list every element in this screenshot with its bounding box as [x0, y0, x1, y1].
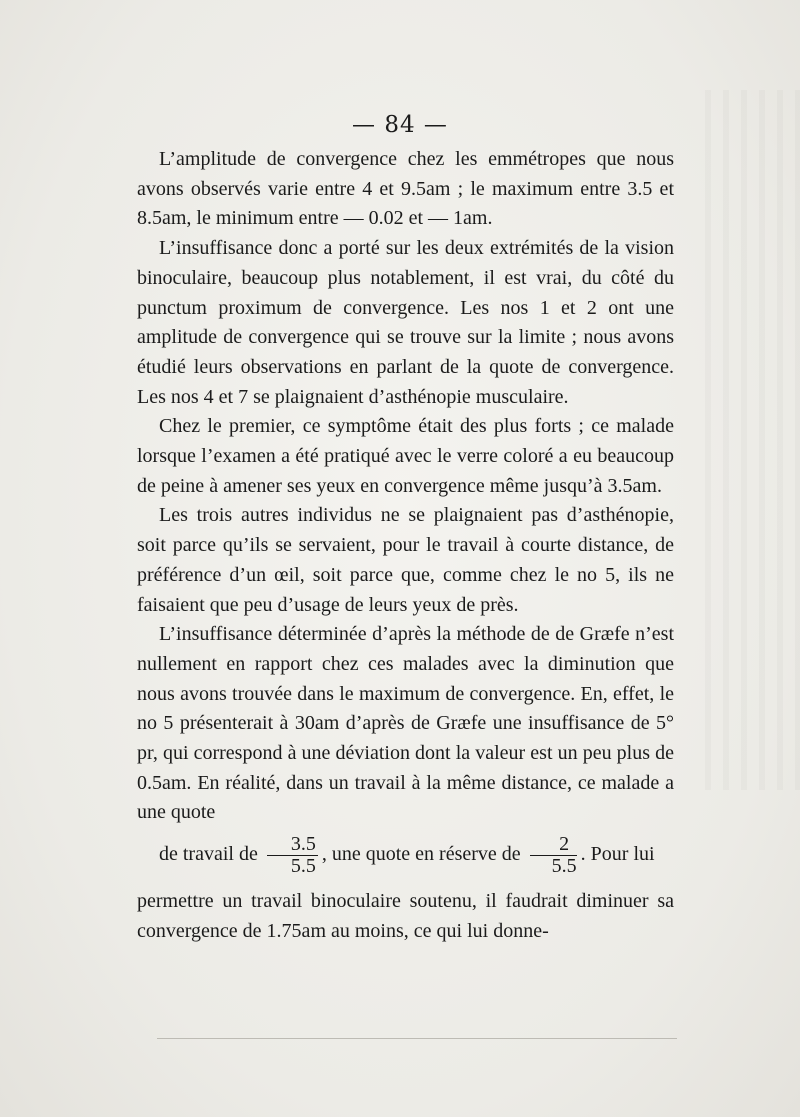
fraction-reserve-denominator: 5.5	[551, 855, 577, 878]
fraction-line-before: de travail de	[159, 843, 258, 866]
paragraph-5: L’insuffisance déterminée d’après la méthode de de Græfe n’est nullement en rapport chez ces malades avec la diminution que nous avons trouvée dans le maximum de convergence. En, effet, le no 5 présenterait à 30am d’après de Græfe une insuffisance de 5° pr, qui correspond à une déviation dont la valeur est un peu plus de 0.5am. En réalité, dans un travail à la même distance, ce malade a une quote	[137, 623, 674, 824]
fraction-reserve	[530, 834, 577, 877]
page-number: — 84 —	[352, 112, 448, 138]
paragraph-3: Chez le premier, ce symptôme était des plus forts ; ce malade lorsque l’examen a été pratiqué avec le verre coloré a eu beaucoup de peine à amener ses yeux en convergence même jusqu’à 3.5am.	[137, 415, 674, 497]
paragraph-4: Les trois autres individus ne se plaignaient pas d’asthénopie, soit parce qu’ils se servaient, pour le travail à courte distance, de préférence d’un œil, soit parce que, comme chez le no 5, ils ne faisaient que peu d’usage de leurs yeux de près.	[137, 504, 674, 616]
bottom-rule	[157, 1038, 677, 1039]
paragraph-2: L’insuffisance donc a porté sur les deux extrémités de la vision binoculaire, beaucoup plus notablement, il est vrai, du côté du punctum proximum de convergence. Les nos 1 et 2 ont une amplitude de convergence qui se trouve sur la limite ; nous avons étudié leurs observations en parlant de la quote de convergence. Les nos 4 et 7 se plaignaient d’asthénopie musculaire.	[137, 237, 674, 408]
body-text	[137, 145, 674, 947]
fraction-line-middle: , une quote en réserve de	[321, 843, 521, 866]
fraction-work	[267, 834, 318, 877]
fraction-line	[137, 828, 674, 887]
paragraph-final: permettre un travail binoculaire soutenu, il faudrait diminuer sa convergence de 1.75am au moins, ce qui lui donne-	[137, 890, 674, 942]
fraction-reserve-numerator: 2	[530, 834, 577, 856]
paragraph-1: L’amplitude de convergence chez les emmétropes que nous avons observés varie entre 4 et 9.5am ; le maximum entre 3.5 et 8.5am, le minimum entre — 0.02 et — 1am.	[137, 148, 674, 230]
fraction-line-after: . Pour lui	[580, 843, 655, 866]
show-through-bleed	[705, 90, 800, 790]
fraction-work-denominator: 5.5	[290, 855, 316, 878]
fraction-work-numerator: 3.5	[267, 834, 318, 856]
